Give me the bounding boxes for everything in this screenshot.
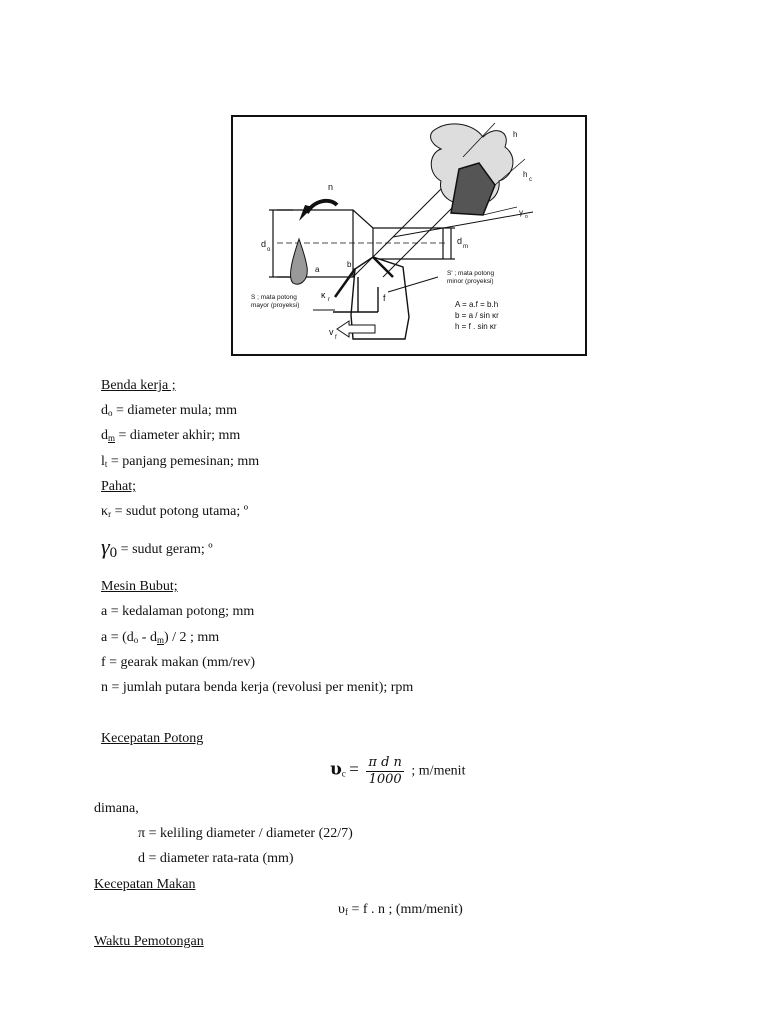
label-dm-sub: m bbox=[463, 244, 468, 250]
label-eq3: h = f . sin κr bbox=[455, 322, 497, 331]
sym-kr-sub: r bbox=[108, 509, 112, 519]
formula-vc-numerator: π d n bbox=[368, 755, 402, 770]
def-f: f = gearak makan (mm/rev) bbox=[101, 655, 256, 670]
formula-vf bbox=[338, 901, 463, 919]
formula-a-sub1: o bbox=[133, 635, 139, 645]
label-hc: h bbox=[523, 170, 528, 179]
def-gamma-text: = sudut geram; º bbox=[117, 542, 213, 557]
def-a: a = kedalaman potong; mm bbox=[101, 604, 255, 619]
formula-a-pre: a = (d bbox=[101, 630, 134, 645]
label-b: b bbox=[347, 260, 352, 269]
text-dimana: dimana, bbox=[94, 801, 139, 816]
sym-dm: d bbox=[101, 428, 108, 443]
def-lt-text: = panjang pemesinan; mm bbox=[107, 454, 260, 469]
cutting-diagram bbox=[231, 115, 587, 356]
label-do: d bbox=[261, 239, 267, 249]
label-vf: v bbox=[329, 327, 334, 337]
def-n: n = jumlah putara benda kerja (revolusi per menit); rpm bbox=[101, 680, 414, 695]
formula-vc-sub: c bbox=[341, 768, 346, 779]
chip-shape bbox=[291, 239, 308, 284]
formula-vc-lhs: υ bbox=[330, 759, 342, 780]
label-eq2: b = a / sin κr bbox=[455, 311, 499, 320]
formula-a-mid: - d bbox=[138, 630, 157, 645]
label-yo-sub: o bbox=[525, 214, 528, 220]
def-pi: π = keliling diameter / diameter (22/7) bbox=[138, 826, 353, 841]
heading-pahat: Pahat; bbox=[101, 479, 136, 494]
formula-vf-sym: υ bbox=[338, 902, 345, 917]
def-lt bbox=[101, 453, 259, 471]
label-eq1: A = a.f = b.h bbox=[455, 300, 499, 309]
def-gamma bbox=[101, 535, 213, 565]
label-s-minor-1: S' ; mata potong bbox=[447, 270, 495, 277]
sym-gamma-sub: 0 bbox=[109, 545, 118, 561]
label-kr-sub: r bbox=[328, 297, 330, 303]
def-kr bbox=[101, 503, 248, 521]
label-a: a bbox=[315, 265, 320, 274]
label-s-mayor-2: mayor (proyeksi) bbox=[251, 302, 300, 309]
label-do-sub: o bbox=[267, 247, 271, 253]
label-s-mayor-1: S ; mata potong bbox=[251, 294, 297, 301]
formula-a-post: ) / 2 ; mm bbox=[163, 630, 220, 645]
label-hc-sub: c bbox=[529, 177, 532, 183]
formula-a-sub2: m bbox=[156, 635, 164, 645]
formula-vc-equals: = bbox=[349, 759, 359, 779]
def-do bbox=[101, 402, 237, 420]
label-vf-sub: f bbox=[335, 335, 337, 341]
sym-dm-sub: m bbox=[108, 433, 116, 443]
def-dm bbox=[101, 427, 240, 445]
label-kr: κ bbox=[321, 290, 326, 300]
sym-kr: κ bbox=[101, 504, 109, 519]
formula-vc-unit: ; m/menit bbox=[411, 763, 466, 779]
sym-lt-sub: t bbox=[104, 459, 108, 469]
label-n: n bbox=[328, 182, 334, 192]
def-dm-text: = diameter akhir; mm bbox=[115, 428, 241, 443]
label-f: f bbox=[383, 293, 386, 303]
sym-gamma: γ bbox=[101, 534, 110, 559]
heading-mesin-bubut: Mesin Bubut; bbox=[101, 579, 178, 594]
heading-kecepatan-makan: Kecepatan Makan bbox=[94, 877, 196, 892]
def-do-text: = diameter mula; mm bbox=[112, 403, 238, 418]
formula-vf-sub: f bbox=[344, 907, 348, 917]
label-yo: γ bbox=[519, 208, 523, 217]
label-s-minor-2: minor (proyeksi) bbox=[447, 278, 494, 285]
turning-process-drawing bbox=[233, 117, 585, 354]
sym-do-sub: o bbox=[108, 408, 113, 418]
formula-a bbox=[101, 629, 219, 647]
formula-vc-fraction bbox=[366, 755, 404, 788]
heading-waktu-pemotongan: Waktu Pemotongan bbox=[94, 934, 204, 949]
sym-lt: l bbox=[101, 454, 105, 469]
formula-vc bbox=[330, 755, 465, 789]
formula-vf-text: = f . n ; (mm/menit) bbox=[347, 902, 463, 917]
label-dm: d bbox=[457, 236, 463, 246]
label-h: h bbox=[513, 130, 518, 139]
formula-vc-denominator: 1000 bbox=[368, 772, 402, 787]
heading-benda-kerja: Benda kerja ; bbox=[101, 378, 176, 393]
def-d: d = diameter rata-rata (mm) bbox=[138, 851, 294, 866]
heading-kecepatan-potong: Kecepatan Potong bbox=[101, 731, 204, 746]
def-kr-text: = sudut potong utama; º bbox=[111, 504, 249, 519]
sym-do: d bbox=[101, 403, 108, 418]
